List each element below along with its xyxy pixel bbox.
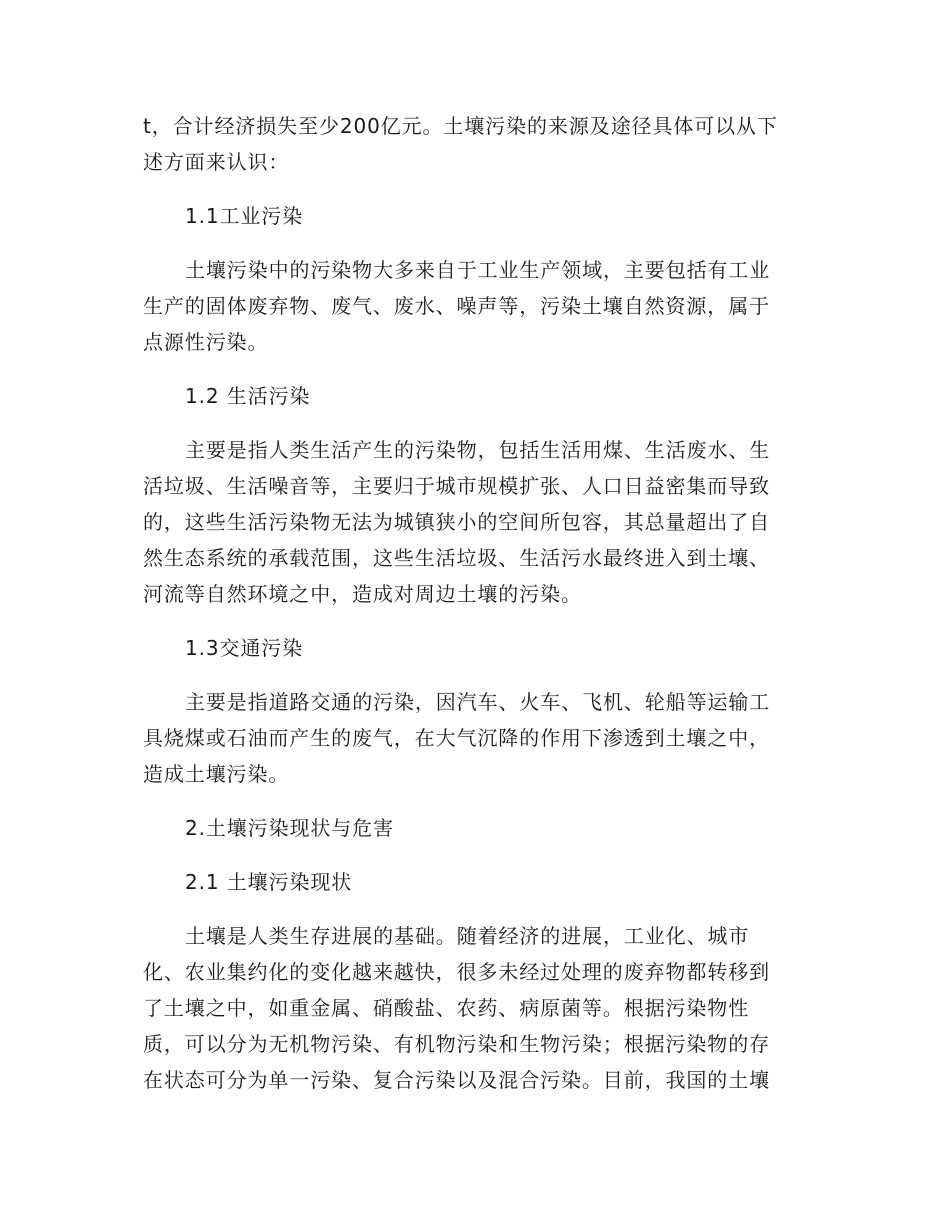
- text-line: 主要是指道路交通的污染，因汽车、火车、飞机、轮船等运输工: [185, 690, 771, 714]
- text-line: 化、农业集约化的变化越来越快，很多未经过处理的废弃物都转移到: [143, 960, 770, 984]
- text-line: 土壤是人类生存进展的基础。随着经济的进展，工业化、城市: [185, 924, 750, 948]
- document-body: [143, 108, 803, 1116]
- heading-text: 2.1 土壤污染现状: [185, 870, 353, 894]
- text-line: 土壤污染中的污染物大多来自于工业生产领域，主要包括有工业: [185, 258, 771, 282]
- section-heading-2-1: [143, 864, 803, 900]
- paragraph-industrial-pollution: [143, 252, 803, 360]
- text-line: 主要是指人类生活产生的污染物，包括生活用煤、生活废水、生: [185, 438, 771, 462]
- paragraph-continuation: [143, 108, 803, 180]
- heading-text: 1.2 生活污染: [185, 384, 311, 408]
- text-line: 质，可以分为无机物污染、有机物污染和生物污染；根据污染物的存: [143, 1032, 770, 1056]
- text-line: 述方面来认识：: [143, 150, 290, 174]
- text-line: 了土壤之中，如重金属、硝酸盐、农药、病原菌等。根据污染物性: [143, 996, 750, 1020]
- heading-text: 1.3交通污染: [185, 636, 304, 660]
- text-line: 的，这些生活污染物无法为城镇狭小的空间所包容，其总量超出了自: [143, 510, 770, 534]
- heading-text: 1.1工业污染: [185, 204, 304, 228]
- text-line: 生产的固体废弃物、废气、废水、噪声等，污染土壤自然资源，属于: [143, 294, 770, 318]
- text-line: 具烧煤或石油而产生的废气，在大气沉降的作用下渗透到土壤之中，: [143, 726, 770, 750]
- section-heading-2: [143, 810, 803, 846]
- section-heading-1-1: [143, 198, 803, 234]
- section-heading-1-3: [143, 630, 803, 666]
- paragraph-traffic-pollution: [143, 684, 803, 792]
- paragraph-soil-status: [143, 918, 803, 1098]
- paragraph-living-pollution: [143, 432, 803, 612]
- text-line: 造成土壤污染。: [143, 762, 290, 786]
- text-line: t，合计经济损失至少200亿元。土壤污染的来源及途径具体可以从下: [143, 114, 778, 138]
- heading-text: 2.土壤污染现状与危害: [185, 816, 394, 840]
- section-heading-1-2: [143, 378, 803, 414]
- text-line: 然生态系统的承载范围，这些生活垃圾、生活污水最终进入到土壤、: [143, 546, 770, 570]
- text-line: 在状态可分为单一污染、复合污染以及混合污染。目前，我国的土壤: [143, 1068, 770, 1092]
- text-line: 活垃圾、生活噪音等，主要归于城市规模扩张、人口日益密集而导致: [143, 474, 770, 498]
- text-line: 点源性污染。: [143, 330, 269, 354]
- text-line: 河流等自然环境之中，造成对周边土壤的污染。: [143, 582, 582, 606]
